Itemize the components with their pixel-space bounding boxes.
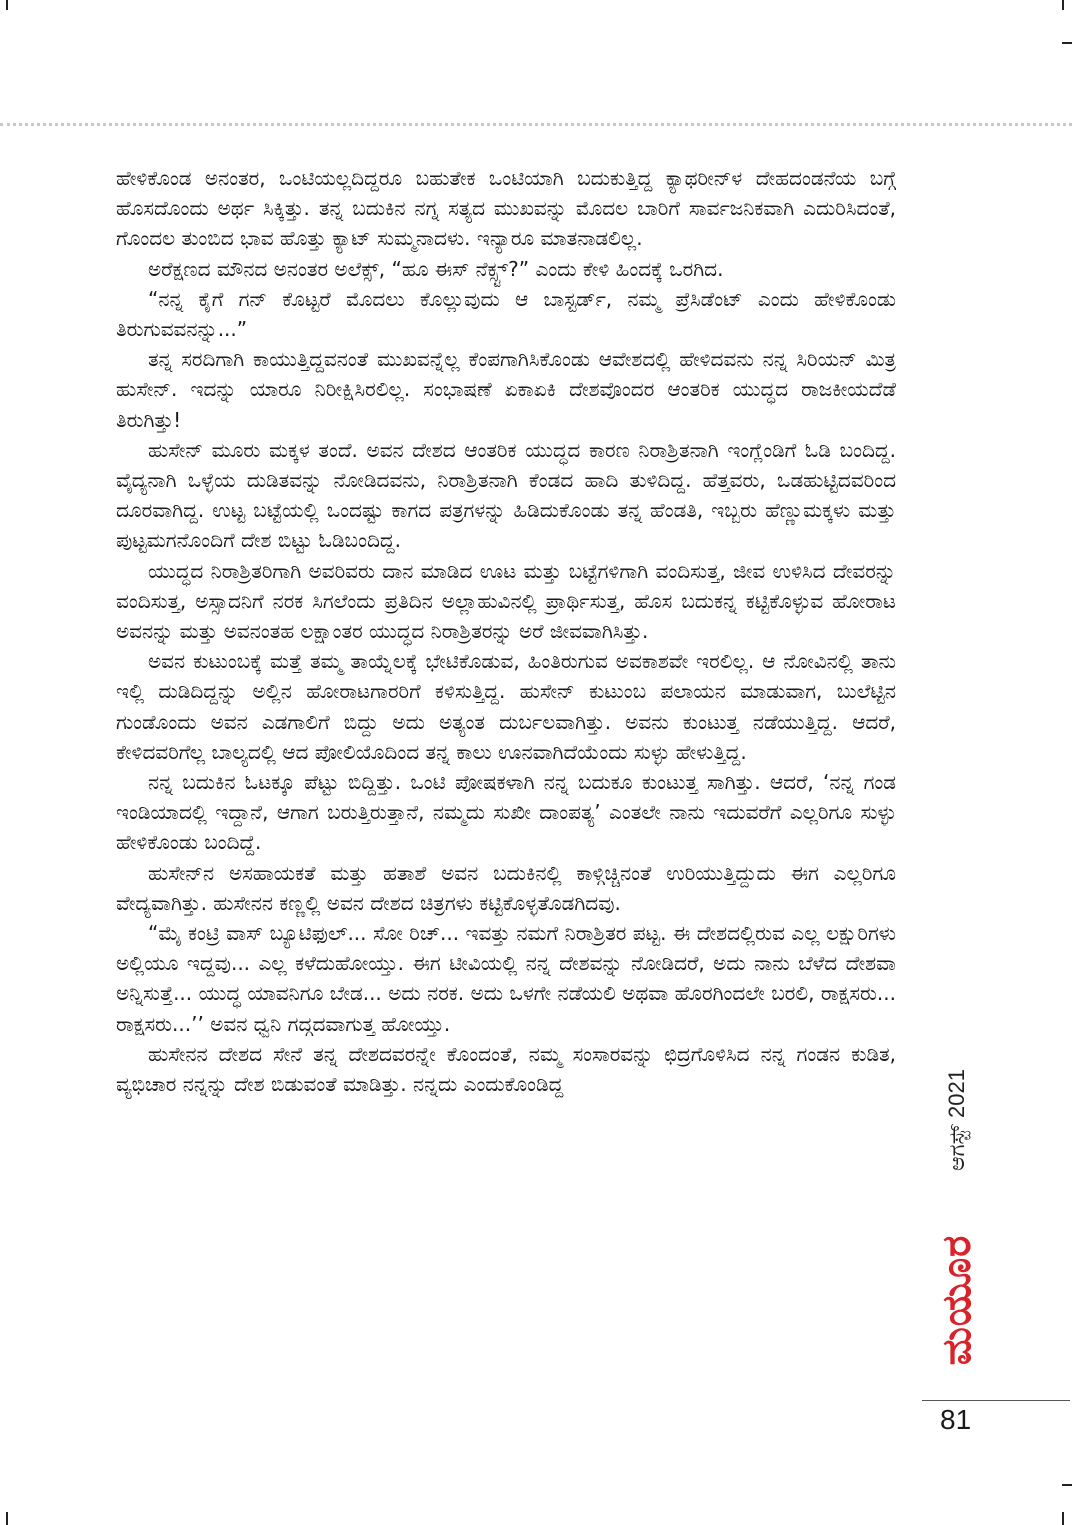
crop-mark-top-left <box>6 0 8 10</box>
paragraph: ಹುಸೇನ್ ಮೂರು ಮಕ್ಕಳ ತಂದೆ. ಅವನ ದೇಶದ ಆಂತರಿಕ ಯುದ್ಧದ ಕಾರಣ ನಿರಾಶ್ರಿತನಾಗಿ ಇಂಗ್ಲೆಂಡಿಗೆ ಓಡಿ ಬಂದಿದ್ದ. ವೈದ್ಯನಾಗಿ ಒಳ್ಳೆಯ ದುಡಿತವನ್ನು ನೋಡಿದವನು, ನಿರಾಶ್ರಿತನಾಗಿ ಕೆಂಡದ ಹಾದಿ ತುಳಿದಿದ್ದ. ಹೆತ್ತವರು, ಒಡಹುಟ್ಟಿದವರಿಂದ ದೂರವಾಗಿದ್ದ. ಉಟ್ಟ ಬಟ್ಟೆಯಲ್ಲಿ ಒಂದಷ್ಟು ಕಾಗದ ಪತ್ರಗಳನ್ನು ಹಿಡಿದುಕೊಂಡು ತನ್ನ ಹೆಂಡತಿ, ಇಬ್ಬರು ಹೆಣ್ಣುಮಕ್ಕಳು ಮತ್ತು ಪುಟ್ಟಮಗನೊಂದಿಗೆ ದೇಶ ಬಿಟ್ಟು ಓಡಿಬಂದಿದ್ದ. <box>116 437 896 553</box>
paragraph: ಅವನ ಕುಟುಂಬಕ್ಕೆ ಮತ್ತೆ ತಮ್ಮ ತಾಯ್ನೆಲಕ್ಕೆ ಭೇಟಿಕೊಡುವ, ಹಿಂತಿರುಗುವ ಅವಕಾಶವೇ ಇರಲಿಲ್ಲ. ಆ ನೋವಿನಲ್ಲಿ ತಾನು ಇಲ್ಲಿ ದುಡಿದಿದ್ದನ್ನು ಅಲ್ಲಿನ ಹೋರಾಟಗಾರರಿಗೆ ಕಳಿಸುತ್ತಿದ್ದ. ಹುಸೇನ್ ಕುಟುಂಬ ಪಲಾಯನ ಮಾಡುವಾಗ, ಬುಲೆಟ್ಟಿನ ಗುಂಡೊಂದು ಅವನ ಎಡಗಾಲಿಗೆ ಬಿದ್ದು ಅದು ಅತ್ಯಂತ ದುರ್ಬಲವಾಗಿತ್ತು. ಅವನು ಕುಂಟುತ್ತ ನಡೆಯುತ್ತಿದ್ದ. ಆದರೆ, ಕೇಳಿದವರಿಗೆಲ್ಲ ಬಾಲ್ಯದಲ್ಲಿ ಆದ ಪೋಲಿಯೊದಿಂದ ತನ್ನ ಕಾಲು ಊನವಾಗಿದೆಯೆಂದು ಸುಳ್ಳು ಹೇಳುತ್ತಿದ್ದ. <box>116 649 896 764</box>
crop-mark-bottom-right <box>1062 1512 1064 1525</box>
magazine-logo: ಮಯೂರ <box>934 1234 980 1366</box>
page-number: 81 <box>940 1404 972 1435</box>
paragraph: “ಮೈ ಕಂಟ್ರಿ ವಾಸ್ ಬ್ಯೂಟಿಫುಲ್... ಸೋ ರಿಚ್... ಇವತ್ತು ನಮಗೆ ನಿರಾಶ್ರಿತರ ಪಟ್ಟ. ಈ ದೇಶದಲ್ಲಿರುವ ಎಲ್ಲ ಲಕ್ಷುರಿಗಳು ಅಲ್ಲಿಯೂ ಇದ್ದವು... ಎಲ್ಲ ಕಳೆದುಹೋಯ್ತು. ಈಗ ಟೀವಿಯಲ್ಲಿ ನನ್ನ ದೇಶವನ್ನು ನೋಡಿದರೆ, ಅದು ನಾನು ಬೆಳೆದ ದೇಶವಾ ಅನ್ನಿಸುತ್ತೆ... ಯುದ್ಧ ಯಾವನಿಗೂ ಬೇಡ... ಅದು ನರಕ. ಅದು ಒಳಗೇ ನಡೆಯಲಿ ಅಥವಾ ಹೊರಗಿಂದಲೇ ಬರಲಿ, ರಾಕ್ಷಸರು... ರಾಕ್ಷಸರು...’’ ಅವನ ಧ್ವನಿ ಗದ್ಗದವಾಗುತ್ತ ಹೋಯ್ತು. <box>116 921 896 1036</box>
crop-mark-bottom-left <box>6 1512 8 1525</box>
header-dotted-rule <box>0 123 1072 126</box>
paragraph: ನನ್ನ ಬದುಕಿನ ಓಟಕ್ಕೂ ಪೆಟ್ಟು ಬಿದ್ದಿತ್ತು. ಒಂಟಿ ಪೋಷಕಳಾಗಿ ನನ್ನ ಬದುಕೂ ಕುಂಟುತ್ತ ಸಾಗಿತ್ತು. ಆದರೆ, ‘ನನ್ನ ಗಂಡ ಇಂಡಿಯಾದಲ್ಲಿ ಇದ್ದಾನೆ, ಆಗಾಗ ಬರುತ್ತಿರುತ್ತಾನೆ, ನಮ್ಮದು ಸುಖೀ ದಾಂಪತ್ಯ’ ಎಂತಲೇ ನಾನು ಇದುವರೆಗೆ ಎಲ್ಲರಿಗೂ ಸುಳ್ಳು ಹೇಳಿಕೊಂಡು ಬಂದಿದ್ದೆ. <box>116 770 896 855</box>
crop-mark-bottom-right-side <box>1062 1484 1072 1486</box>
issue-date: ಆಗಸ್ಟ್ 2021 <box>944 1069 969 1171</box>
paragraph: ಹೇಳಿಕೊಂಡ ಅನಂತರ, ಒಂಟಿಯಲ್ಲದಿದ್ದರೂ ಬಹುತೇಕ ಒಂಟಿಯಾಗಿ ಬದುಕುತ್ತಿದ್ದ ಕ್ಯಾಥರೀನ್‌ಳ ದೇಹದಂಡನೆಯ ಬಗ್ಗೆ ಹೊಸದೊಂದು ಅರ್ಥ ಸಿಕ್ಕಿತ್ತು. ತನ್ನ ಬದುಕಿನ ನಗ್ನ ಸತ್ಯದ ಮುಖವನ್ನು ಮೊದಲ ಬಾರಿಗೆ ಸಾರ್ವಜನಿಕವಾಗಿ ಎದುರಿಸಿದಂತೆ, ಗೊಂದಲ ತುಂಬಿದ ಭಾವ ಹೊತ್ತು ಕ್ಯಾಟ್ ಸುಮ್ಮನಾದಳು. ಇನ್ಯಾರೂ ಮಾತನಾಡಲಿಲ್ಲ. <box>116 166 896 251</box>
paragraph: ಹುಸೇನ್‌ನ ಅಸಹಾಯಕತೆ ಮತ್ತು ಹತಾಶೆ ಅವನ ಬದುಕಿನಲ್ಲಿ ಕಾಳ್ಗಿಚ್ಚಿನಂತೆ ಉರಿಯುತ್ತಿದ್ದುದು ಈಗ ಎಲ್ಲರಿಗೂ ವೇದ್ಯವಾಗಿತ್ತು. ಹುಸೇನನ ಕಣ್ಣಲ್ಲಿ ಅವನ ದೇಶದ ಚಿತ್ರಗಳು ಕಟ್ಟಿಕೊಳ್ಳತೊಡಗಿದವು. <box>116 860 896 915</box>
paragraph: ಹುಸೇನನ ದೇಶದ ಸೇನೆ ತನ್ನ ದೇಶದವರನ್ನೇ ಕೊಂದಂತೆ, ನಮ್ಮ ಸಂಸಾರವನ್ನು ಛಿದ್ರಗೊಳಿಸಿದ ನನ್ನ ಗಂಡನ ಕುಡಿತ, ವ್ಯಭಿಚಾರ ನನ್ನನ್ನು ದೇಶ ಬಿಡುವಂತೆ ಮಾಡಿತ್ತು. ನನ್ನದು ಎಂದುಕೊಂಡಿದ್ದ <box>116 1041 896 1097</box>
paragraph: ಅರೆಕ್ಷಣದ ಮೌನದ ಅನಂತರ ಅಲೆಕ್ಸ್, “ಹೂ ಈಸ್ ನೆಕ್ಸ್ಟ್?” ಎಂದು ಕೇಳಿ ಹಿಂದಕ್ಕೆ ಒರಗಿದ. <box>148 256 724 281</box>
article-body <box>116 163 896 1099</box>
paragraph: ಯುದ್ಧದ ನಿರಾಶ್ರಿತರಿಗಾಗಿ ಅವರಿವರು ದಾನ ಮಾಡಿದ ಊಟ ಮತ್ತು ಬಟ್ಟೆಗಳಿಗಾಗಿ ವಂದಿಸುತ್ತ, ಜೀವ ಉಳಿಸಿದ ದೇವರನ್ನು ವಂದಿಸುತ್ತ, ಅಸ್ಸಾದನಿಗೆ ನರಕ ಸಿಗಲೆಂದು ಪ್ರತಿದಿನ ಅಲ್ಲಾಹುವಿನಲ್ಲಿ ಪ್ರಾರ್ಥಿಸುತ್ತ, ಹೊಸ ಬದುಕನ್ನ ಕಟ್ಟಿಕೊಳ್ಳುವ ಹೋರಾಟ ಅವನನ್ನು ಮತ್ತು ಅವನಂತಹ ಲಕ್ಷಾಂತರ ಯುದ್ಧದ ನಿರಾಶ್ರಿತರನ್ನು ಅರೆ ಜೀವವಾಗಿಸಿತ್ತು. <box>116 558 896 644</box>
crop-mark-top-right-side <box>1062 42 1072 44</box>
crop-mark-top-right <box>1062 0 1064 10</box>
paragraph: ತನ್ನ ಸರದಿಗಾಗಿ ಕಾಯುತ್ತಿದ್ದವನಂತೆ ಮುಖವನ್ನೆಲ್ಲ ಕೆಂಪಗಾಗಿಸಿಕೊಂಡು ಆವೇಶದಲ್ಲಿ ಹೇಳಿದವನು ನನ್ನ ಸಿರಿಯನ್ ಮಿತ್ರ ಹುಸೇನ್. ಇದನ್ನು ಯಾರೂ ನಿರೀಕ್ಷಿಸಿರಲಿಲ್ಲ. ಸಂಭಾಷಣೆ ಏಕಾಏಕಿ ದೇಶವೊಂದರ ಆಂತರಿಕ ಯುದ್ಧದ ರಾಜಕೀಯದೆಡೆ ತಿರುಗಿತ್ತು! <box>116 347 896 432</box>
paragraph: “ನನ್ನ ಕೈಗೆ ಗನ್ ಕೊಟ್ಟರೆ ಮೊದಲು ಕೊಲ್ಲುವುದು ಆ ಬಾಸ್ಟರ್ಡ್, ನಮ್ಮ ಪ್ರೆಸಿಡೆಂಟ್ ಎಂದು ಹೇಳಿಕೊಂಡು ತಿರುಗುವವನನ್ನು...” <box>116 286 896 342</box>
